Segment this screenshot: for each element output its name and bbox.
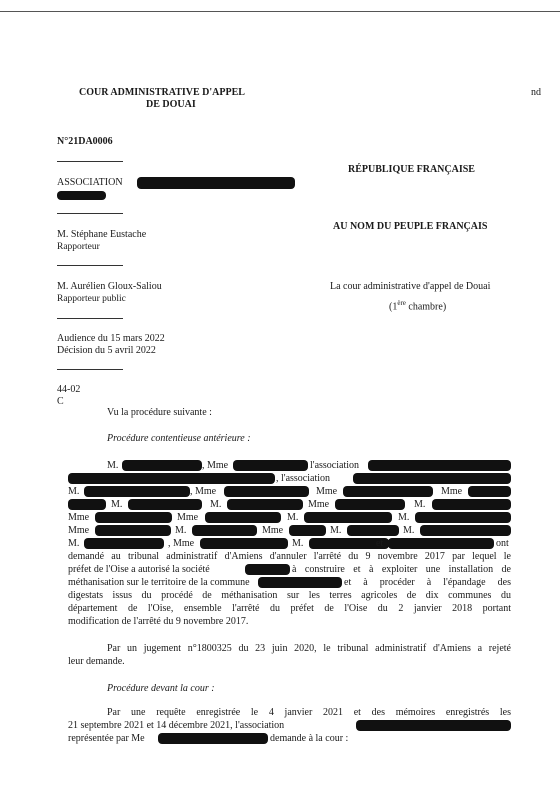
- name-prefix: , Mme: [168, 538, 195, 549]
- redaction: [245, 564, 290, 575]
- name-prefix: M.: [68, 486, 80, 497]
- name-prefix: M.: [398, 512, 410, 523]
- para3-line3b: demande à la cour :: [270, 733, 349, 744]
- section-heading-prior: Procédure contentieuse antérieure :: [107, 433, 251, 444]
- corner-mark: nd: [531, 87, 541, 98]
- name-prefix: Mme: [262, 525, 284, 536]
- redaction: [420, 525, 511, 536]
- public-rapporteur-name: M. Aurélien Gloux-Saliou: [57, 281, 162, 292]
- case-number: N°21DA0006: [57, 136, 113, 147]
- redaction: [432, 499, 511, 510]
- decision-date: Décision du 5 avril 2022: [57, 345, 156, 356]
- name-prefix: M.: [107, 460, 119, 471]
- name-prefix: Mme: [68, 512, 90, 523]
- name-prefix: , Mme: [190, 486, 217, 497]
- republic-heading: RÉPUBLIQUE FRANÇAISE: [348, 164, 475, 175]
- hearing-date: Audience du 15 mars 2022: [57, 333, 165, 344]
- classification-letter: C: [57, 396, 64, 407]
- divider: [57, 318, 123, 319]
- name-prefix: , Mme: [202, 460, 229, 471]
- procedure-intro: Vu la procédure suivante :: [107, 407, 212, 418]
- redaction: [347, 525, 399, 536]
- para2-line1: Par un jugement n°1800325 du 23 juin 2020, le tribunal administratif d'Amiens a rejeté: [107, 643, 511, 654]
- public-rapporteur-role: Rapporteur public: [57, 294, 126, 304]
- redaction: [200, 538, 288, 549]
- name-prefix: M.: [175, 525, 187, 536]
- chamber-label: (1ère chambre): [389, 299, 447, 313]
- para1-line6: modification de l'arrêté du 9 novembre 2017.: [68, 616, 249, 627]
- redaction: [335, 499, 405, 510]
- name-prefix: M.: [210, 499, 222, 510]
- rapporteur-role: Rapporteur: [57, 242, 100, 252]
- divider: [57, 213, 123, 214]
- redaction: [356, 720, 511, 731]
- rapporteur-name: M. Stéphane Eustache: [57, 229, 147, 240]
- redaction: [158, 733, 268, 744]
- divider: [57, 161, 123, 162]
- people-heading: AU NOM DU PEUPLE FRANÇAIS: [333, 221, 488, 232]
- redaction: [227, 499, 303, 510]
- name-prefix: Mme: [308, 499, 330, 510]
- redaction: [388, 538, 494, 549]
- name-prefix: M.: [292, 538, 304, 549]
- court-label: La cour administrative d'appel de Douai: [330, 281, 491, 292]
- name-prefix: l'association: [310, 460, 360, 471]
- name-conjunction: et: [376, 538, 384, 549]
- redaction: [192, 525, 257, 536]
- redaction: [343, 486, 433, 497]
- name-prefix: M.: [68, 538, 80, 549]
- name-prefix: Mme: [177, 512, 199, 523]
- redaction: [84, 538, 164, 549]
- divider: [57, 265, 123, 266]
- redaction: [258, 577, 342, 588]
- name-prefix: M.: [287, 512, 299, 523]
- name-prefix: Mme: [68, 525, 90, 536]
- redaction: [205, 512, 281, 523]
- redaction: [68, 473, 275, 484]
- classification-code: 44-02: [57, 384, 81, 395]
- section-heading-court: Procédure devant la cour :: [107, 683, 215, 694]
- name-prefix: M.: [111, 499, 123, 510]
- name-prefix: M.: [403, 525, 415, 536]
- para2-line2: leur demande.: [68, 656, 125, 667]
- name-prefix: , l'association: [276, 473, 331, 484]
- redaction: [57, 191, 106, 200]
- name-prefix: Mme: [316, 486, 338, 497]
- redaction: [137, 177, 295, 189]
- redaction: [68, 499, 106, 510]
- redaction: [289, 525, 326, 536]
- court-name-line2: DE DOUAI: [146, 99, 196, 110]
- para3-line1: Par une requête enregistrée le 4 janvier 2021 et des mémoires enregistrés les: [107, 707, 511, 718]
- redaction: [415, 512, 511, 523]
- redaction: [128, 499, 202, 510]
- redaction: [468, 486, 511, 497]
- court-name-line1: COUR ADMINISTRATIVE D'APPEL: [79, 87, 245, 98]
- para1-line5: département de l'Oise, ensemble l'arrêté du préfet de l'Oise du 2 janvier 2018 portant: [68, 603, 511, 614]
- para3-line2: 21 septembre 2021 et 14 décembre 2021, l'association: [68, 720, 285, 731]
- para1-line4: digestats issus du procédé de méthanisation sur les terres agricoles de dix communes du: [68, 590, 511, 601]
- redaction: [122, 460, 202, 471]
- para1-line2b: à construire et à exploiter une installation de: [292, 564, 511, 575]
- redaction: [224, 486, 309, 497]
- redaction: [84, 486, 190, 497]
- page-top-border: [0, 11, 560, 12]
- appellant-label: ASSOCIATION: [57, 177, 123, 188]
- redaction: [353, 473, 511, 484]
- name-prefix: M.: [330, 525, 342, 536]
- redaction: [95, 512, 172, 523]
- redaction: [233, 460, 308, 471]
- para1-line3a: méthanisation sur le territoire de la commune: [68, 577, 250, 588]
- name-verb: ont: [496, 538, 509, 549]
- name-prefix: Mme: [441, 486, 463, 497]
- redaction: [95, 525, 171, 536]
- para1-line1: demandé au tribunal administratif d'Amiens d'annuler l'arrêté du 9 novembre 2017 par lequel le: [68, 551, 511, 562]
- redaction: [368, 460, 511, 471]
- para3-line3a: représentée par Me: [68, 733, 145, 744]
- redaction: [304, 512, 392, 523]
- para1-line3b: et à procéder à l'épandage des: [344, 577, 511, 588]
- divider: [57, 369, 123, 370]
- name-prefix: M.: [414, 499, 426, 510]
- para1-line2a: préfet de l'Oise a autorisé la société: [68, 564, 210, 575]
